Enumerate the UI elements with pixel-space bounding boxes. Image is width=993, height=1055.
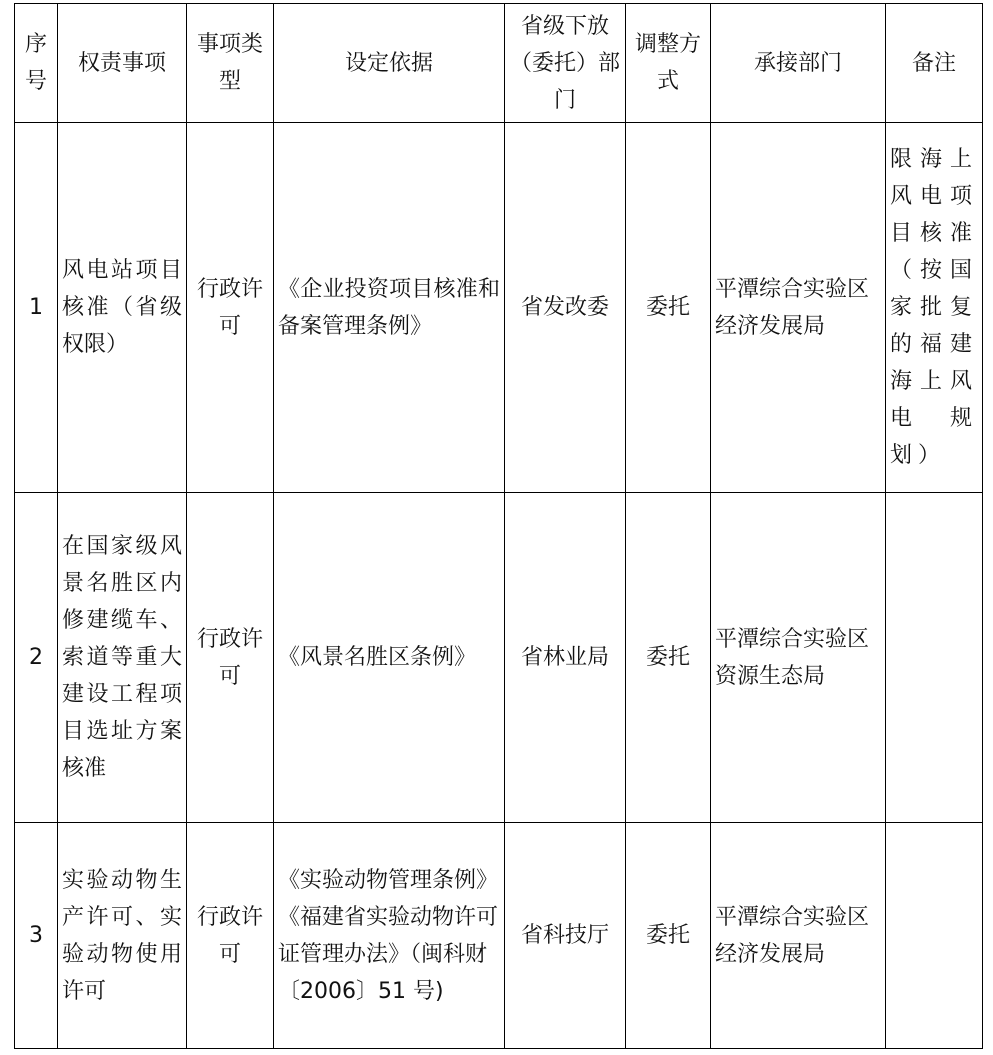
row-no: 3 (15, 823, 58, 1049)
row-remark: 限海上风电项目核准（按国家批复的福建海上风电规划） (886, 123, 983, 493)
row-basis: 《企业投资项目核准和备案管理条例》 (274, 123, 505, 493)
row-mode: 委托 (626, 493, 711, 823)
row-receiver: 平潭综合实验区经济发展局 (711, 123, 886, 493)
row-mode: 委托 (626, 823, 711, 1049)
row-dept: 省发改委 (505, 123, 626, 493)
row-dept: 省科技厅 (505, 823, 626, 1049)
row-receiver: 平潭综合实验区资源生态局 (711, 493, 886, 823)
row-type: 行政许可 (187, 823, 274, 1049)
row-type: 行政许可 (187, 493, 274, 823)
header-basis: 设定依据 (274, 4, 505, 123)
table-row (15, 123, 983, 493)
row-remark (886, 493, 983, 823)
header-mode: 调整方式 (626, 4, 711, 123)
row-no: 1 (15, 123, 58, 493)
row-item: 在国家级风景名胜区内修建缆车、索道等重大建设工程项目选址方案核准 (58, 493, 187, 823)
header-row (15, 4, 983, 123)
row-receiver: 平潭综合实验区经济发展局 (711, 823, 886, 1049)
row-dept: 省林业局 (505, 493, 626, 823)
row-basis: 《实验动物管理条例》 《福建省实验动物许可证管理办法》（闽科财〔2006〕51 号) (274, 823, 505, 1049)
row-item: 实验动物生产许可、实验动物使用许可 (58, 823, 187, 1049)
header-remark: 备注 (886, 4, 983, 123)
header-item: 权责事项 (58, 4, 187, 123)
table-row (15, 493, 983, 823)
table-row (15, 823, 983, 1049)
header-dept: 省级下放（委托）部门 (505, 4, 626, 123)
row-no: 2 (15, 493, 58, 823)
header-type: 事项类型 (187, 4, 274, 123)
row-remark (886, 823, 983, 1049)
row-item: 风电站项目核准（省级权限） (58, 123, 187, 493)
authority-table (14, 3, 983, 1049)
header-no: 序号 (15, 4, 58, 123)
row-mode: 委托 (626, 123, 711, 493)
header-receiver: 承接部门 (711, 4, 886, 123)
row-basis: 《风景名胜区条例》 (274, 493, 505, 823)
row-type: 行政许可 (187, 123, 274, 493)
